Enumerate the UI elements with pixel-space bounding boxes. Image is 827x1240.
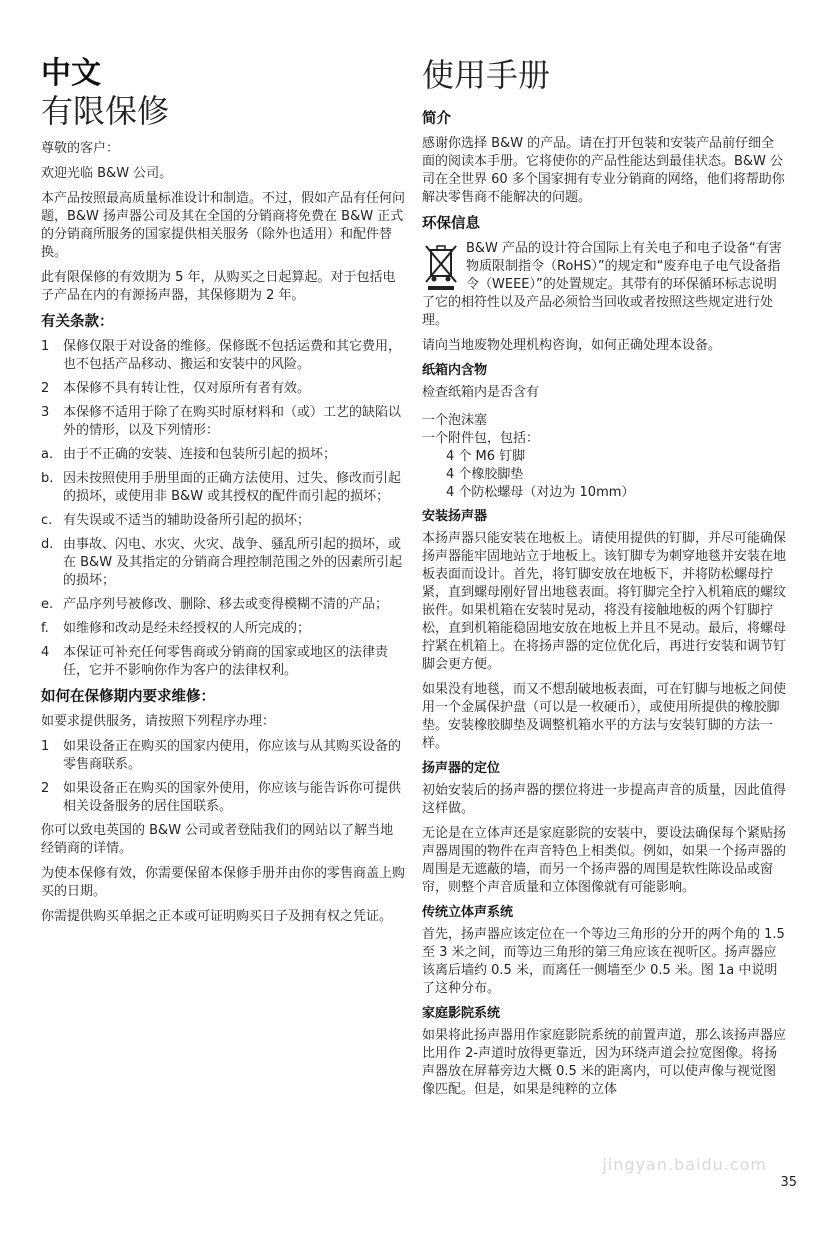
carton-item: 一个泡沫塞 — [422, 413, 488, 428]
term-item: d. 由事故、闪电、水灾、火灾、战争、骚乱所引起的损坏，或在 B&W 及其指定的分销商合理控制范围之外的因素所引起的损坏； — [41, 537, 403, 588]
warranty-title: 有限保修 — [41, 92, 170, 130]
watermark: jingyan.baidu.com — [602, 1155, 767, 1174]
term-item: a. 由于不正确的安装、连接和包装所引起的损坏； — [41, 447, 337, 462]
position-text-2: 无论是在立体声还是家庭影院的安装中，要设法确保每个紧贴扬声器周围的物件在声音特色上相类似。例如，如果一个扬声器的周围是无遮蔽的墙，而另一个扬声器的周围是软性陈设品或窗帘，则整个声音质量和立体图像就有可能影响。 — [422, 826, 787, 895]
accessory-item: 4 个橡胶脚垫 — [446, 467, 524, 482]
install-text-2: 如果没有地毯，而又不想刮破地板表面，可在钉脚与地板之间使用一个金属保护盘（可以是一枚硬币），或使用所提供的橡胶脚垫。安装橡胶脚垫及调整机箱水平的方法与安装钉脚的方法一样。 — [422, 682, 787, 751]
environment-heading: 环保信息 — [422, 216, 480, 232]
warranty-intro: 本产品按照最高质量标准设计和制造。不过，假如产品有任何问题，B&W 扬声器公司及其在全国的分销商将免费在 B&W 正式的分销商所服务的国家提供相关服务（除外也适用）和配件替换。 — [41, 191, 406, 260]
manual-column — [422, 56, 786, 1106]
language-heading: 中文 — [41, 56, 101, 91]
greeting: 尊敬的客户： — [41, 141, 120, 156]
term-item: b. 因未按照使用手册里面的正确方法使用、过失、修改而引起的损坏，或使用非 B&W 或其授权的配件而引起的损坏； — [41, 471, 402, 504]
environment-block — [422, 240, 786, 330]
warranty-period: 此有限保修的有效期为 5 年，从购买之日起算起。对于包括电子产品在内的有源扬声器，其保修期为 2 年。 — [41, 270, 396, 303]
term-item: e. 产品序列号被修改、删除、移去或变得模糊不清的产品； — [41, 597, 389, 612]
service-item: 1 如果设备正在购买的国家内使用，你应该与从其购买设备的零售商联系。 — [41, 739, 402, 772]
intro-text: 感谢你选择 B&W 的产品。请在打开包装和安装产品前仔细全面的阅读本手册。它将使你的产品性能达到最佳状态。B&W 公司在全世界 60 多个国家拥有专业分销商的网络，他们将帮助你解决零售商不能解决的问题。 — [422, 136, 785, 205]
stereo-text: 首先，扬声器应该定位在一个等边三角形的分开的两个角的 1.5 至 3 米之间，而等边三角形的第三角应该在视听区。扬声器应该离后墙约 0.5 米，而离任一侧墙至少 0.5 米。图 1a 中说明了这种分布。 — [422, 927, 785, 996]
service-item: 2 如果设备正在购买的国家外使用，你应该与能告诉你可提供相关设备服务的居住国联系。 — [41, 781, 402, 814]
terms-list — [41, 338, 405, 680]
page-number: 35 — [780, 1175, 797, 1190]
stereo-heading: 传统立体声系统 — [422, 905, 514, 920]
carton-heading: 纸箱内含物 — [422, 363, 488, 378]
term-item: 1 保修仅限于对设备的维修。保修既不包括运费和其它费用，也不包括产品移动、搬运和安装中的风险。 — [41, 339, 402, 372]
weee-bin-icon — [422, 242, 460, 292]
intro-heading: 简介 — [422, 111, 451, 127]
carton-item: 一个附件包，包括： — [422, 431, 540, 446]
service-intro: 如要求提供服务，请按照下列程序办理： — [41, 714, 276, 729]
proof-text: 你需提供购买单据之正本或可证明购买日子及拥有权之凭证。 — [41, 909, 393, 924]
carton-intro: 检查纸箱内是否含有 — [422, 385, 540, 400]
accessory-item: 4 个防松螺母（对边为 10mm） — [446, 485, 635, 500]
position-text-1: 初始安装后的扬声器的摆位将进一步提高声音的质量，因此值得这样做。 — [422, 783, 787, 816]
term-item: c. 有失误或不适当的辅助设备所引起的损坏； — [41, 513, 311, 528]
validity-text: 为使本保修有效，你需要保留本保修手册并由你的零售商盖上购买的日期。 — [41, 866, 406, 899]
position-heading: 扬声器的定位 — [422, 761, 501, 776]
home-theatre-text: 如果将此扬声器用作家庭影院系统的前置声道，那么该扬声器应比用作 2-声道时放得更靠近，因为环绕声道会拉宽图像。将扬声器放在屏幕旁边大概 0.5 米的距离内，可以使声像与视觉图像匹配。但是，如果是纯粹的立体 — [422, 1028, 787, 1097]
warranty-column — [41, 56, 405, 933]
home-theatre-heading: 家庭影院系统 — [422, 1006, 501, 1021]
welcome-text: 欢迎光临 B&W 公司。 — [41, 166, 173, 181]
manual-title: 使用手册 — [422, 56, 551, 94]
term-item: 4 本保证可补充任何零售商或分销商的国家或地区的法律责任，它并不影响你作为客户的法律权利。 — [41, 645, 389, 678]
term-item: 2 本保修不具有转让性，仅对原所有者有效。 — [41, 381, 311, 396]
environment-text: B&W 产品的设计符合国际上有关电子和电子设备“有害物质限制指令（RoHS）”的规定和“废弃电子电气设备指令（WEEE）”的处置规定。其带有的环保循环标志说明了它的相符性以及产品必须恰当回收或者按照这些规定进行处理。 — [422, 241, 782, 328]
term-item: 3 本保修不适用于除了在购买时原材料和（或）工艺的缺陷以外的情形，以及下列情形： — [41, 405, 402, 438]
term-item: f. 如维修和改动是经未经授权的人所完成的； — [41, 621, 311, 636]
environment-text-2: 请向当地废物处理机构咨询，如何正确处理本设备。 — [422, 338, 722, 353]
terms-heading: 有关条款： — [41, 314, 114, 330]
contact-text: 你可以致电英国的 B&W 公司或者登陆我们的网站以了解当地经销商的详情。 — [41, 823, 394, 856]
install-heading: 安装扬声器 — [422, 509, 488, 524]
install-text-1: 本扬声器只能安装在地板上。请使用提供的钉脚，并尽可能确保扬声器能牢固地站立于地板上。该钉脚专为刺穿地毯并安装在地板表面而设计。首先，将钉脚安放在地板下，并将防松螺母拧紧，直到螺母刚好冒出地毯表面。将钉脚完全拧入机箱底的螺纹嵌件。如果机箱在安装时晃动，将没有接触地板的两个钉脚拧松，直到机箱能稳固地安放在地板上并且不晃动。最后，将螺母拧紧在机箱上。在将扬声器的定位优化后，再进行安装和调节钉脚会更方便。 — [422, 531, 787, 672]
service-heading: 如何在保修期内要求维修： — [41, 689, 215, 705]
accessory-item: 4 个 M6 钉脚 — [446, 449, 526, 464]
